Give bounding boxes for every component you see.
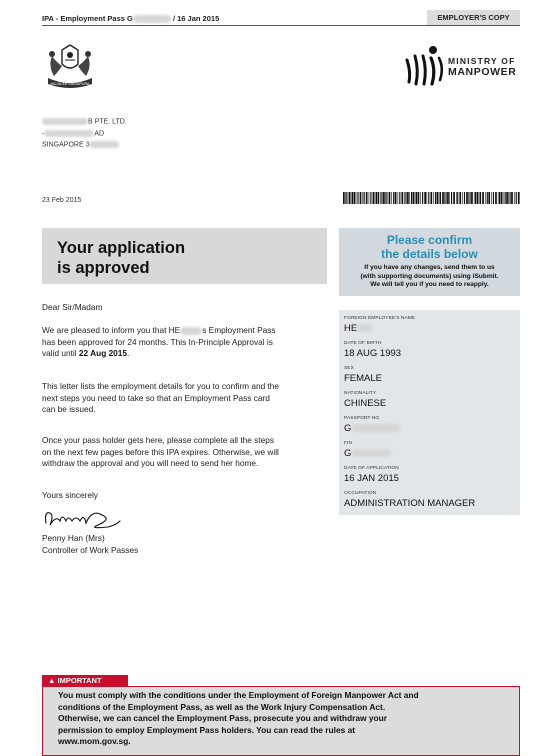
barcode-bar bbox=[430, 192, 432, 204]
barcode-bar bbox=[354, 192, 356, 204]
detail-value: CHINESE bbox=[344, 398, 387, 409]
barcode-bar bbox=[451, 192, 452, 204]
detail-value: 18 AUG 1993 bbox=[344, 348, 402, 359]
barcode-bar bbox=[466, 192, 468, 204]
barcode-bar bbox=[442, 192, 444, 204]
barcode-bar bbox=[345, 192, 346, 204]
barcode-bar bbox=[501, 192, 503, 204]
barcode-bar bbox=[373, 192, 375, 204]
barcode-bar bbox=[364, 192, 365, 204]
detail-label: SEX bbox=[344, 366, 354, 371]
barcode-bar bbox=[343, 192, 345, 204]
barcode-bar bbox=[399, 192, 400, 204]
barcode-bar bbox=[477, 192, 479, 204]
barcode-bar bbox=[380, 192, 381, 204]
detail-label: FIN bbox=[344, 441, 353, 446]
detail-value: ADMINISTRATION MANAGER bbox=[344, 498, 476, 509]
barcode-bar bbox=[464, 192, 465, 204]
detail-value: G bbox=[344, 423, 401, 434]
detail-label: DATE OF BIRTH bbox=[344, 341, 382, 346]
barcode-bar bbox=[439, 192, 440, 204]
paragraph-next-steps: This letter lists the employment details for you to confirm and the next steps you need to take so that an Employment Pass card can be issued. bbox=[42, 381, 280, 414]
paragraph-approval: We are pleased to inform you that HE s Employment Pass has been approved for 24 months. This In-Principle Approval is valid until 22 Aug 2015. bbox=[42, 325, 276, 358]
barcode-bar bbox=[378, 192, 380, 204]
barcode-bar bbox=[457, 192, 458, 204]
barcode-bar bbox=[369, 192, 370, 204]
barcode-bar bbox=[428, 192, 429, 204]
barcode-bar bbox=[395, 192, 397, 204]
confirm-note: If you have any changes, send them to us (with supporting documents) using iSubmit. We will tell you if you need to reapply. bbox=[360, 264, 499, 288]
barcode-bar bbox=[427, 192, 428, 204]
barcode-bar bbox=[398, 192, 399, 204]
detail-value: G bbox=[344, 448, 391, 459]
detail-label: OCCUPATION bbox=[344, 491, 377, 496]
address-line-1: B PTE. LTD. bbox=[42, 118, 127, 125]
barcode-bar bbox=[437, 192, 439, 204]
address-line-2: - AD bbox=[42, 130, 105, 138]
crest-motto: MAJULAH SINGAPURA bbox=[50, 82, 90, 86]
barcode-bar bbox=[499, 192, 500, 204]
barcode-bar bbox=[418, 192, 420, 204]
barcode-bar bbox=[459, 192, 461, 204]
barcode-bar bbox=[357, 192, 358, 204]
barcode-bar bbox=[366, 192, 368, 204]
detail-value: 16 JAN 2015 bbox=[344, 473, 399, 484]
signature-icon bbox=[42, 503, 122, 533]
barcode-bar bbox=[383, 192, 385, 204]
paragraph-expiry: Once your pass holder gets here, please complete all the steps on the next few pages before this IPA expires. Otherwise, we will withdraw the approval and you will need to send her home. bbox=[42, 435, 279, 468]
logo-text-line1: MINISTRY OF bbox=[448, 56, 516, 66]
letter-date: 23 Feb 2015 bbox=[42, 197, 82, 204]
barcode-bar bbox=[479, 192, 480, 204]
barcode-bar bbox=[510, 192, 511, 204]
salutation: Dear Sir/Madam bbox=[42, 302, 103, 312]
barcode-bar bbox=[487, 192, 488, 204]
detail-label: PASSPORT NO bbox=[344, 416, 380, 421]
detail-value: HE bbox=[344, 323, 373, 334]
barcode-bar bbox=[375, 192, 376, 204]
barcode-bar bbox=[518, 192, 520, 204]
confirm-title: Please confirm the details below bbox=[381, 233, 478, 261]
barcode-bar bbox=[469, 192, 470, 204]
barcode-bar bbox=[424, 192, 426, 204]
barcode-bar bbox=[480, 192, 481, 204]
barcode-bar bbox=[445, 192, 446, 204]
barcode-bar bbox=[360, 192, 362, 204]
barcode-bar bbox=[362, 192, 363, 204]
signer-name: Penny Han (Mrs) bbox=[42, 533, 105, 543]
barcode-bar bbox=[511, 192, 513, 204]
important-notice-text: You must comply with the conditions under the Employment of Foreign Manpower Act and conditions of the Employment Pass, as well as the Work Injury Compensation Act. Otherwise, we can cancel the Employment Pass, prosecute you and withdraw your permission to employ Employment Pass holders. You can read the rules at www.mom.gov.sg. bbox=[58, 690, 419, 747]
barcode-bar bbox=[506, 192, 508, 204]
barcode-bar bbox=[444, 192, 445, 204]
barcode-bar bbox=[514, 192, 515, 204]
barcode-bar bbox=[462, 192, 463, 204]
barcode-bar bbox=[404, 192, 405, 204]
barcode-bar bbox=[391, 192, 392, 204]
barcode-bar bbox=[376, 192, 377, 204]
barcode-bar bbox=[468, 192, 469, 204]
barcode-bar bbox=[471, 192, 473, 204]
singapore-crest-icon bbox=[42, 42, 98, 92]
barcode-bar bbox=[440, 192, 441, 204]
barcode-bar bbox=[352, 192, 353, 204]
barcode-bar bbox=[495, 192, 497, 204]
barcode-bar bbox=[491, 192, 492, 204]
detail-label: DATE OF APPLICATION bbox=[344, 466, 399, 471]
logo-text-line2: MANPOWER bbox=[448, 66, 517, 78]
barcode-bar bbox=[346, 192, 347, 204]
document-reference: IPA - Employment Pass G / 16 Jan 2015 bbox=[42, 14, 220, 23]
barcode-bar bbox=[435, 192, 436, 204]
barcode-bar bbox=[420, 192, 421, 204]
barcode-bar bbox=[447, 192, 449, 204]
barcode-bar bbox=[453, 192, 455, 204]
barcode-bar bbox=[498, 192, 499, 204]
barcode-icon bbox=[343, 192, 520, 204]
closing: Yours sincerely bbox=[42, 490, 98, 500]
barcode-bar bbox=[433, 192, 434, 204]
barcode-bar bbox=[482, 192, 484, 204]
warning-icon: ▲ bbox=[48, 676, 56, 685]
barcode-bar bbox=[393, 192, 394, 204]
signer-title: Controller of Work Passes bbox=[42, 545, 139, 555]
barcode-bar bbox=[385, 192, 386, 204]
barcode-bar bbox=[449, 192, 450, 204]
barcode-bar bbox=[516, 192, 517, 204]
barcode-bar bbox=[402, 192, 404, 204]
barcode-bar bbox=[505, 192, 506, 204]
barcode-bar bbox=[475, 192, 476, 204]
detail-value: FEMALE bbox=[344, 373, 383, 384]
detail-label: FOREIGN EMPLOYEE'S NAME bbox=[344, 316, 416, 321]
barcode-bar bbox=[416, 192, 417, 204]
barcode-bar bbox=[349, 192, 351, 204]
address-line-3: SINGAPORE 3 bbox=[42, 141, 119, 148]
barcode-bar bbox=[503, 192, 504, 204]
validity-date: 22 Aug 2015 bbox=[78, 348, 128, 358]
barcode-bar bbox=[411, 192, 412, 204]
barcode-bar bbox=[413, 192, 415, 204]
barcode-bar bbox=[351, 192, 352, 204]
barcode-bar bbox=[356, 192, 357, 204]
barcode-bar bbox=[474, 192, 475, 204]
barcode-bar bbox=[381, 192, 382, 204]
barcode-bar bbox=[405, 192, 406, 204]
important-tag: ▲ IMPORTANT bbox=[42, 675, 128, 686]
approved-title: Your application is approved bbox=[57, 239, 186, 277]
barcode-bar bbox=[407, 192, 409, 204]
barcode-bar bbox=[493, 192, 494, 204]
barcode-bar bbox=[386, 192, 387, 204]
barcode-bar bbox=[422, 192, 423, 204]
copy-badge: EMPLOYER'S COPY bbox=[427, 10, 520, 25]
barcode-bar bbox=[456, 192, 457, 204]
barcode-bar bbox=[389, 192, 391, 204]
detail-label: NATIONALITY bbox=[344, 391, 377, 396]
barcode-bar bbox=[488, 192, 490, 204]
barcode-bar bbox=[415, 192, 416, 204]
barcode-bar bbox=[409, 192, 410, 204]
barcode-bar bbox=[485, 192, 486, 204]
barcode-bar bbox=[508, 192, 509, 204]
barcode-bar bbox=[370, 192, 371, 204]
